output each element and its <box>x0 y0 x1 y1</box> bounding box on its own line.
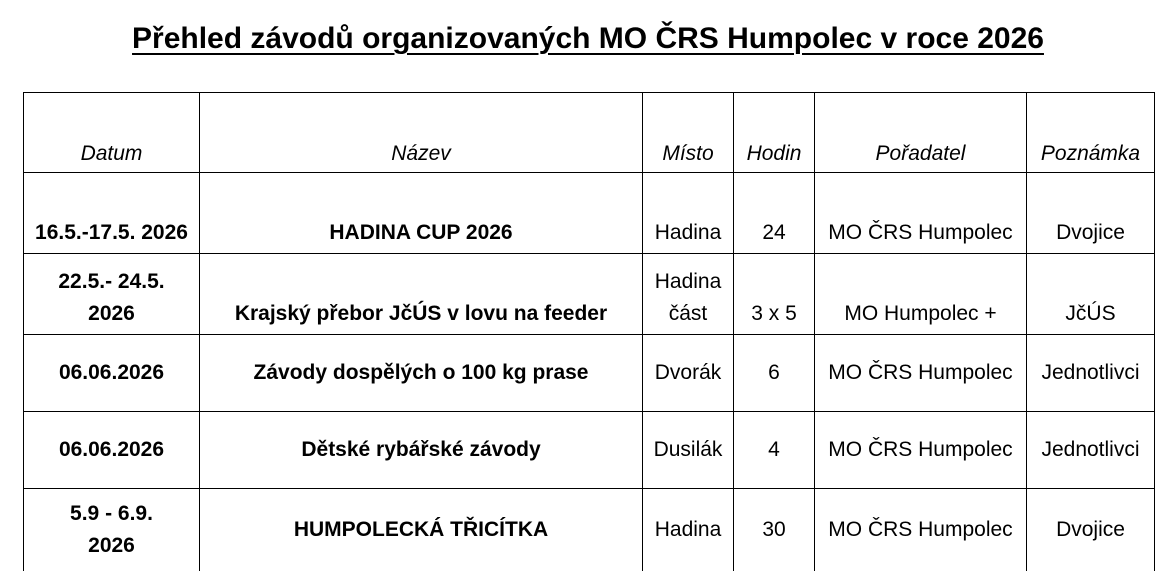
header-datum: Datum <box>24 93 200 173</box>
cell-datum <box>24 254 200 335</box>
header-poradatel: Pořadatel <box>815 93 1027 173</box>
cell-misto-line1: Hadina <box>654 270 722 293</box>
cell-nazev: HUMPOLECKÁ TŘICÍTKA <box>200 489 643 572</box>
cell-datum-line2: 2026 <box>88 534 135 557</box>
cell-nazev: HADINA CUP 2026 <box>200 173 643 254</box>
cell-poradatel: MO ČRS Humpolec <box>815 412 1027 489</box>
cell-poradatel: MO Humpolec + <box>815 254 1027 335</box>
cell-datum: 16.5.-17.5. 2026 <box>24 173 200 254</box>
table-row <box>24 489 1155 572</box>
cell-misto: Hadina <box>643 173 734 254</box>
cell-poznamka: Dvojice <box>1027 489 1155 572</box>
table-row <box>24 412 1155 489</box>
cell-datum <box>24 489 200 572</box>
cell-hodin: 4 <box>734 412 815 489</box>
cell-misto: Dvorák <box>643 335 734 412</box>
header-misto: Místo <box>643 93 734 173</box>
header-nazev: Název <box>200 93 643 173</box>
table-row <box>24 254 1155 335</box>
cell-hodin: 3 x 5 <box>734 254 815 335</box>
header-poznamka: Poznámka <box>1027 93 1155 173</box>
table-row <box>24 335 1155 412</box>
cell-misto: Dusilák <box>643 412 734 489</box>
cell-hodin: 30 <box>734 489 815 572</box>
cell-datum: 06.06.2026 <box>24 335 200 412</box>
cell-datum: 06.06.2026 <box>24 412 200 489</box>
cell-hodin: 6 <box>734 335 815 412</box>
cell-misto: Hadina <box>643 489 734 572</box>
cell-datum-line1: 22.5.- 24.5. <box>58 270 165 293</box>
cell-nazev: Závody dospělých o 100 kg prase <box>200 335 643 412</box>
races-table <box>23 92 1155 571</box>
page-title: Přehled závodů organizovaných MO ČRS Humpolec v roce 2026 <box>132 22 1044 55</box>
cell-datum-line2: 2026 <box>88 302 135 325</box>
cell-nazev: Krajský přebor JčÚS v lovu na feeder <box>200 254 643 335</box>
cell-misto <box>643 254 734 335</box>
cell-poznamka: JčÚS <box>1027 254 1155 335</box>
table-header-row <box>24 93 1155 173</box>
cell-poznamka: Dvojice <box>1027 173 1155 254</box>
cell-poradatel: MO ČRS Humpolec <box>815 173 1027 254</box>
header-hodin: Hodin <box>734 93 815 173</box>
cell-misto-line2: část <box>668 302 708 325</box>
cell-datum-line1: 5.9 - 6.9. <box>70 502 153 525</box>
cell-poradatel: MO ČRS Humpolec <box>815 335 1027 412</box>
cell-poznamka: Jednotlivci <box>1027 412 1155 489</box>
cell-hodin: 24 <box>734 173 815 254</box>
cell-poznamka: Jednotlivci <box>1027 335 1155 412</box>
table-row <box>24 173 1155 254</box>
cell-poradatel: MO ČRS Humpolec <box>815 489 1027 572</box>
cell-nazev: Dětské rybářské závody <box>200 412 643 489</box>
